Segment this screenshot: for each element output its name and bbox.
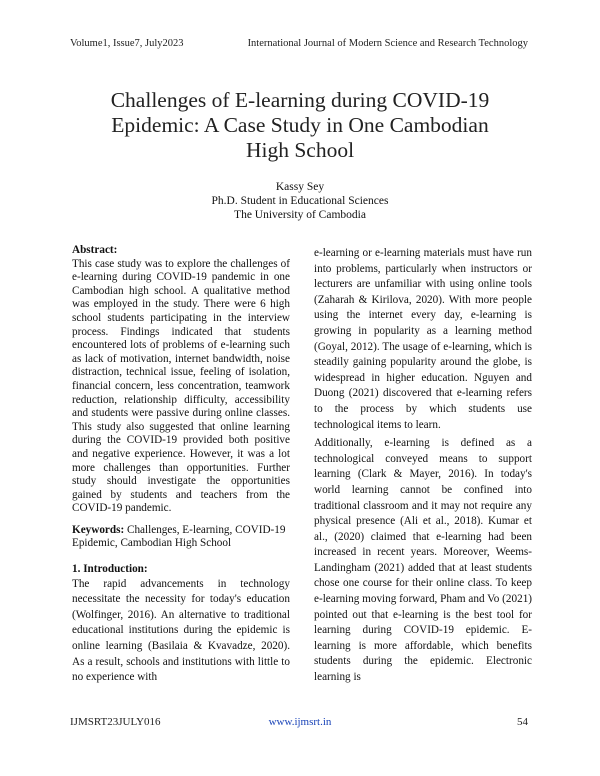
author-position: Ph.D. Student in Educational Sciences	[211, 195, 389, 207]
introduction-heading: 1. Introduction:	[72, 563, 148, 576]
title-line-3: High School	[245, 138, 355, 162]
running-header-volume: Volume1, Issue7, July2023	[70, 38, 184, 49]
running-header-journal: International Journal of Modern Science and Research Technology	[247, 38, 528, 49]
left-column	[72, 244, 290, 686]
footer-page-number: 54	[517, 716, 528, 728]
paper-title	[60, 88, 540, 163]
right-column	[314, 246, 532, 686]
keywords	[72, 524, 290, 551]
abstract-text: This case study was to explore the challenges of e-learning during COVID-19 pandemic in one Cambodian high school. A qualitative method was employed in the study. There were 6 high school students participating in the interview process. Findings indicated that students encountered lots of problems of e-learning such as lack of motivation, internet bandwidth, noise distraction, technical issue, feeling of isolation, financial concern, less concentration, teamwork reduction, relationship difficulty, accessibility and students were passive during online classes. This study also suggested that online learning during the COVID-19 provided both positive and negative experience. However, it was a lot more challenges than opportunities. Further study should investigate the opportunities gained by students and teachers from the COVID-19 pandemic.	[72, 257, 290, 515]
author-affiliation: The University of Cambodia	[234, 209, 366, 221]
author-block	[60, 180, 540, 222]
introduction-text: The rapid advancements in technology necessitate the necessity for today's education (Wolfinger, 2016). An alternative to traditional educational institutions during the epidemic is online learning (Basilaia & Kvavadze, 2020). As a result, schools and institutions with little to no experience with	[72, 577, 290, 684]
footer-article-id: IJMSRT23JULY016	[70, 716, 161, 728]
abstract-heading: Abstract:	[72, 244, 118, 256]
keywords-text: Challenges, E-learning, COVID-19 Epidemic, Cambodian High School	[72, 523, 286, 550]
footer-website-link[interactable]: www.ijmsrt.in	[268, 716, 332, 728]
title-line-2: Epidemic: A Case Study in One Cambodian	[111, 113, 489, 137]
keywords-label: Keywords:	[72, 523, 125, 536]
body-paragraph-1: e-learning or e-learning materials must have run into problems, particularly when instructors or lecturers are unfamiliar with using online tools (Zaharah & Kirilova, 2020). With more people using the internet every day, e-learning is growing in popularity as a learning method (Goyal, 2012). The usage of e-learning, which is steadily gaining popularity around the globe, is widespread in higher education. Nguyen and Duong (2021) discovered that e-learning refers to the process by which students use technological items to learn.	[314, 247, 532, 431]
author-name: Kassy Sey	[275, 181, 325, 193]
body-paragraph-2: Additionally, e-learning is defined as a technological conveyed means to support learning (Clark & Mayer, 2016). In today's world learning cannot be confined into traditional classroom and it may not require any physical presence (Ali et al., 2018). Kumar et al., (2020) claimed that e-learning had been increased in recent years. Moreover, Weems-Landingham (2021) added that at least students chose one course for their online class. To keep e-learning moving forward, Pham and Vo (2021) pointed out that e-learning is the best tool for learning during COVID-19 epidemic. E-learning is more affordable, which benefits students during the epidemic. Electronic learning is	[314, 437, 533, 684]
title-line-1: Challenges of E-learning during COVID-19	[110, 88, 490, 112]
